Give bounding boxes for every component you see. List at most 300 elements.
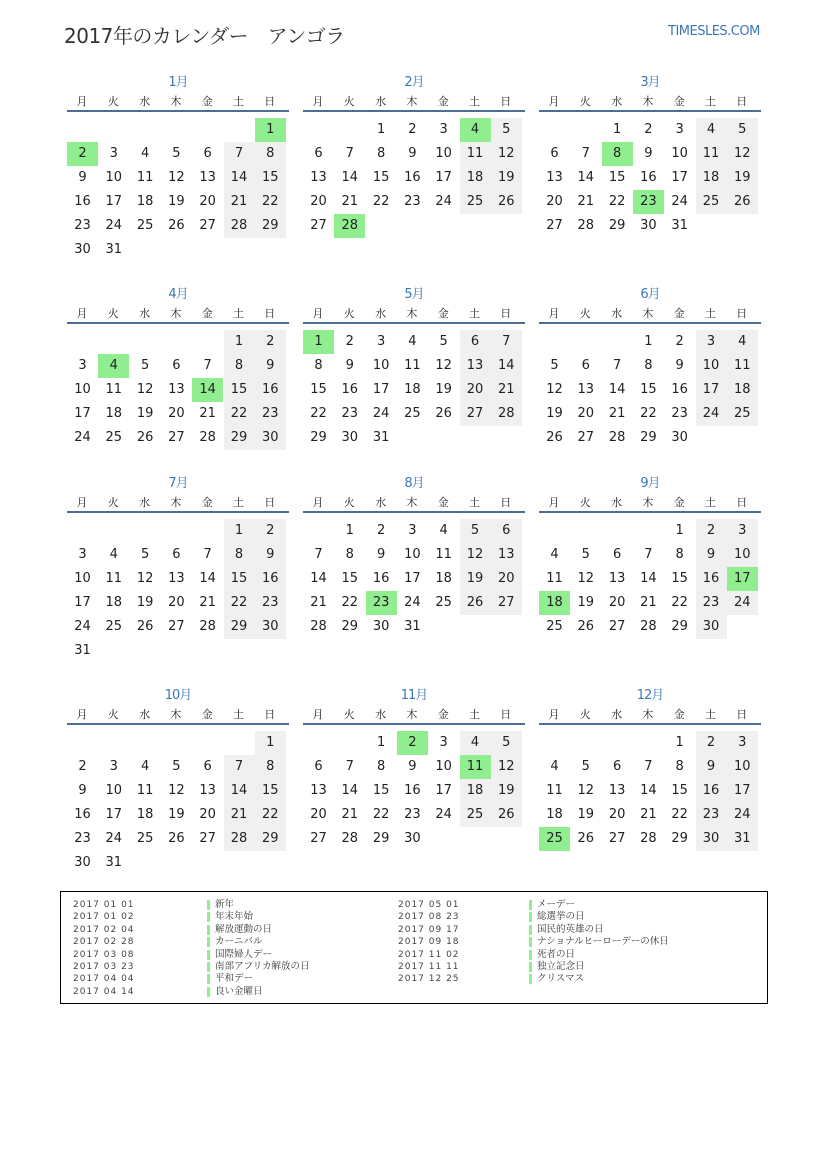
day-cell[interactable]: 30 [372, 619, 390, 634]
day-cell[interactable]: 31 [671, 218, 688, 233]
day-cell[interactable]: 22 [341, 595, 359, 610]
day-cell[interactable]: 29 [372, 831, 390, 846]
day-cell[interactable]: 8 [376, 146, 386, 161]
day-cell[interactable]: 5 [581, 547, 590, 562]
day-cell[interactable]: 8 [376, 759, 386, 774]
day-cell[interactable]: 3 [408, 523, 417, 538]
day-cell[interactable]: 14 [199, 571, 216, 586]
day-cell[interactable]: 25 [136, 831, 154, 846]
day-cell[interactable]: 23 [341, 406, 359, 421]
day-cell[interactable]: 11 [460, 755, 491, 779]
day-cell[interactable]: 5 [491, 731, 522, 755]
day-cell[interactable]: 23 [366, 591, 397, 615]
day-cell[interactable]: 2 [644, 122, 653, 137]
day-cell[interactable]: 6 [581, 358, 590, 373]
day-cell[interactable]: 12 [491, 755, 522, 779]
day-cell[interactable]: 10 [435, 146, 452, 161]
day-cell[interactable]: 20 [577, 406, 595, 421]
day-cell[interactable]: 8 [224, 543, 255, 567]
day-cell[interactable]: 21 [199, 406, 216, 421]
day-cell[interactable]: 11 [546, 571, 563, 586]
day-cell[interactable]: 27 [460, 402, 491, 426]
day-cell[interactable]: 10 [727, 755, 758, 779]
day-cell[interactable]: 4 [109, 547, 118, 562]
day-cell[interactable]: 18 [404, 382, 421, 397]
day-cell[interactable]: 6 [172, 358, 181, 373]
day-cell[interactable]: 8 [602, 142, 633, 166]
day-cell[interactable]: 30 [255, 615, 286, 639]
day-cell[interactable]: 12 [491, 142, 522, 166]
day-cell[interactable]: 1 [675, 735, 684, 750]
day-cell[interactable]: 9 [675, 358, 684, 373]
day-cell[interactable]: 3 [109, 759, 118, 774]
day-cell[interactable]: 11 [546, 783, 563, 798]
day-cell[interactable]: 21 [341, 807, 359, 822]
day-cell[interactable]: 14 [192, 378, 223, 402]
day-cell[interactable]: 12 [546, 382, 563, 397]
day-cell[interactable]: 9 [255, 354, 286, 378]
day-cell[interactable]: 11 [460, 142, 491, 166]
day-cell[interactable]: 14 [491, 354, 522, 378]
day-cell[interactable]: 2 [408, 122, 417, 137]
day-cell[interactable]: 7 [644, 547, 653, 562]
day-cell[interactable]: 30 [341, 430, 359, 445]
day-cell[interactable]: 7 [345, 759, 354, 774]
day-cell[interactable]: 14 [224, 166, 255, 190]
day-cell[interactable]: 5 [460, 519, 491, 543]
day-cell[interactable]: 11 [136, 783, 154, 798]
day-cell[interactable]: 16 [404, 783, 421, 798]
day-cell[interactable]: 24 [105, 218, 123, 233]
day-cell[interactable]: 20 [608, 807, 626, 822]
day-cell[interactable]: 13 [608, 571, 626, 586]
day-cell[interactable]: 20 [460, 378, 491, 402]
day-cell[interactable]: 18 [727, 378, 758, 402]
day-cell[interactable]: 17 [671, 170, 688, 185]
day-cell[interactable]: 29 [671, 831, 688, 846]
day-cell[interactable]: 27 [199, 831, 216, 846]
day-cell[interactable]: 1 [224, 519, 255, 543]
day-cell[interactable]: 24 [105, 831, 123, 846]
day-cell[interactable]: 16 [74, 807, 91, 822]
day-cell[interactable]: 6 [612, 759, 622, 774]
day-cell[interactable]: 5 [581, 759, 590, 774]
day-cell[interactable]: 22 [671, 595, 688, 610]
day-cell[interactable]: 3 [376, 334, 386, 349]
day-cell[interactable]: 4 [550, 759, 559, 774]
day-cell[interactable]: 21 [640, 595, 657, 610]
day-cell[interactable]: 30 [696, 827, 727, 851]
day-cell[interactable]: 23 [633, 190, 664, 214]
day-cell[interactable]: 13 [310, 170, 327, 185]
day-cell[interactable]: 16 [696, 779, 727, 803]
day-cell[interactable]: 5 [172, 146, 181, 161]
day-cell[interactable]: 20 [310, 194, 327, 209]
day-cell[interactable]: 25 [435, 595, 452, 610]
day-cell[interactable]: 17 [372, 382, 390, 397]
day-cell[interactable]: 18 [696, 166, 727, 190]
day-cell[interactable]: 10 [727, 543, 758, 567]
day-cell[interactable]: 13 [199, 170, 216, 185]
day-cell[interactable]: 22 [640, 406, 657, 421]
day-cell[interactable]: 26 [435, 406, 452, 421]
day-cell[interactable]: 9 [408, 146, 417, 161]
day-cell[interactable]: 14 [341, 170, 359, 185]
day-cell[interactable]: 15 [224, 378, 255, 402]
day-cell[interactable]: 17 [727, 567, 758, 591]
day-cell[interactable]: 2 [78, 759, 87, 774]
day-cell[interactable]: 4 [98, 354, 129, 378]
day-cell[interactable]: 29 [640, 430, 657, 445]
day-cell[interactable]: 26 [168, 831, 185, 846]
day-cell[interactable]: 24 [435, 807, 452, 822]
day-cell[interactable]: 15 [255, 166, 286, 190]
day-cell[interactable]: 18 [546, 807, 563, 822]
day-cell[interactable]: 7 [345, 146, 354, 161]
day-cell[interactable]: 7 [224, 142, 255, 166]
day-cell[interactable]: 12 [577, 571, 595, 586]
day-cell[interactable]: 18 [460, 166, 491, 190]
day-cell[interactable]: 29 [341, 619, 359, 634]
day-cell[interactable]: 19 [727, 166, 758, 190]
day-cell[interactable]: 7 [612, 358, 622, 373]
day-cell[interactable]: 11 [136, 170, 154, 185]
day-cell[interactable]: 5 [140, 547, 150, 562]
day-cell[interactable]: 25 [460, 190, 491, 214]
day-cell[interactable]: 16 [341, 382, 359, 397]
day-cell[interactable]: 23 [696, 591, 727, 615]
day-cell[interactable]: 16 [255, 378, 286, 402]
day-cell[interactable]: 21 [640, 807, 657, 822]
day-cell[interactable]: 5 [491, 118, 522, 142]
day-cell[interactable]: 25 [105, 619, 123, 634]
day-cell[interactable]: 14 [310, 571, 327, 586]
day-cell[interactable]: 24 [404, 595, 421, 610]
day-cell[interactable]: 14 [640, 571, 657, 586]
day-cell[interactable]: 19 [168, 194, 185, 209]
day-cell[interactable]: 9 [345, 358, 354, 373]
day-cell[interactable]: 24 [727, 803, 758, 827]
day-cell[interactable]: 17 [727, 779, 758, 803]
day-cell[interactable]: 27 [546, 218, 563, 233]
day-cell[interactable]: 22 [224, 591, 255, 615]
day-cell[interactable]: 19 [491, 779, 522, 803]
day-cell[interactable]: 6 [460, 330, 491, 354]
day-cell[interactable]: 19 [460, 567, 491, 591]
day-cell[interactable]: 3 [439, 122, 448, 137]
day-cell[interactable]: 2 [255, 330, 286, 354]
day-cell[interactable]: 22 [608, 194, 626, 209]
day-cell[interactable]: 28 [640, 619, 657, 634]
day-cell[interactable]: 7 [581, 146, 590, 161]
day-cell[interactable]: 29 [671, 619, 688, 634]
day-cell[interactable]: 10 [74, 571, 91, 586]
day-cell[interactable]: 30 [74, 855, 91, 870]
day-cell[interactable]: 6 [491, 519, 522, 543]
day-cell[interactable]: 22 [372, 807, 390, 822]
day-cell[interactable]: 3 [727, 731, 758, 755]
day-cell[interactable]: 20 [310, 807, 327, 822]
day-cell[interactable]: 26 [168, 218, 185, 233]
day-cell[interactable]: 21 [224, 803, 255, 827]
day-cell[interactable]: 21 [199, 595, 216, 610]
day-cell[interactable]: 31 [105, 855, 123, 870]
day-cell[interactable]: 24 [74, 619, 91, 634]
day-cell[interactable]: 17 [74, 595, 91, 610]
day-cell[interactable]: 2 [255, 519, 286, 543]
day-cell[interactable]: 1 [644, 334, 653, 349]
day-cell[interactable]: 12 [168, 783, 185, 798]
day-cell[interactable]: 15 [372, 170, 390, 185]
day-cell[interactable]: 5 [550, 358, 559, 373]
day-cell[interactable]: 9 [696, 755, 727, 779]
day-cell[interactable]: 6 [172, 547, 181, 562]
day-cell[interactable]: 21 [577, 194, 595, 209]
day-cell[interactable]: 27 [608, 619, 626, 634]
day-cell[interactable]: 24 [671, 194, 688, 209]
day-cell[interactable]: 1 [612, 122, 622, 137]
day-cell[interactable]: 25 [105, 430, 123, 445]
day-cell[interactable]: 29 [608, 218, 626, 233]
day-cell[interactable]: 4 [727, 330, 758, 354]
day-cell[interactable]: 17 [404, 571, 421, 586]
day-cell[interactable]: 12 [136, 382, 154, 397]
day-cell[interactable]: 28 [341, 831, 359, 846]
day-cell[interactable]: 2 [696, 731, 727, 755]
day-cell[interactable]: 3 [78, 358, 87, 373]
day-cell[interactable]: 25 [727, 402, 758, 426]
day-cell[interactable]: 15 [341, 571, 359, 586]
day-cell[interactable]: 13 [577, 382, 595, 397]
day-cell[interactable]: 25 [539, 827, 570, 851]
day-cell[interactable]: 19 [136, 406, 154, 421]
day-cell[interactable]: 10 [105, 170, 123, 185]
day-cell[interactable]: 10 [404, 547, 421, 562]
day-cell[interactable]: 19 [577, 807, 595, 822]
day-cell[interactable]: 28 [640, 831, 657, 846]
day-cell[interactable]: 21 [608, 406, 626, 421]
day-cell[interactable]: 31 [74, 643, 91, 658]
day-cell[interactable]: 3 [439, 735, 448, 750]
day-cell[interactable]: 4 [550, 547, 559, 562]
day-cell[interactable]: 1 [675, 523, 684, 538]
day-cell[interactable]: 17 [105, 194, 123, 209]
day-cell[interactable]: 17 [105, 807, 123, 822]
day-cell[interactable]: 25 [404, 406, 421, 421]
day-cell[interactable]: 22 [255, 190, 286, 214]
day-cell[interactable]: 30 [671, 430, 688, 445]
day-cell[interactable]: 20 [168, 406, 185, 421]
day-cell[interactable]: 31 [404, 619, 421, 634]
day-cell[interactable]: 1 [376, 122, 386, 137]
day-cell[interactable]: 15 [310, 382, 327, 397]
day-cell[interactable]: 3 [696, 330, 727, 354]
day-cell[interactable]: 17 [435, 783, 452, 798]
day-cell[interactable]: 27 [168, 619, 185, 634]
day-cell[interactable]: 21 [491, 378, 522, 402]
day-cell[interactable]: 27 [577, 430, 595, 445]
day-cell[interactable]: 25 [696, 190, 727, 214]
day-cell[interactable]: 7 [203, 547, 212, 562]
day-cell[interactable]: 24 [696, 402, 727, 426]
day-cell[interactable]: 28 [224, 214, 255, 238]
day-cell[interactable]: 6 [203, 759, 212, 774]
day-cell[interactable]: 24 [435, 194, 452, 209]
day-cell[interactable]: 2 [67, 142, 98, 166]
day-cell[interactable]: 2 [376, 523, 386, 538]
day-cell[interactable]: 6 [203, 146, 212, 161]
day-cell[interactable]: 29 [310, 430, 327, 445]
day-cell[interactable]: 13 [168, 382, 185, 397]
day-cell[interactable]: 17 [435, 170, 452, 185]
day-cell[interactable]: 2 [675, 334, 684, 349]
brand-logo[interactable]: TIMESLES.COM [668, 24, 760, 39]
day-cell[interactable]: 12 [136, 571, 154, 586]
day-cell[interactable]: 4 [439, 523, 448, 538]
day-cell[interactable]: 12 [460, 543, 491, 567]
day-cell[interactable]: 28 [224, 827, 255, 851]
day-cell[interactable]: 8 [644, 358, 653, 373]
day-cell[interactable]: 22 [671, 807, 688, 822]
day-cell[interactable]: 18 [136, 807, 154, 822]
day-cell[interactable]: 30 [640, 218, 657, 233]
day-cell[interactable]: 8 [675, 759, 684, 774]
day-cell[interactable]: 1 [376, 735, 386, 750]
day-cell[interactable]: 11 [105, 382, 123, 397]
day-cell[interactable]: 11 [435, 547, 452, 562]
day-cell[interactable]: 9 [376, 547, 386, 562]
day-cell[interactable]: 14 [608, 382, 626, 397]
day-cell[interactable]: 16 [255, 567, 286, 591]
day-cell[interactable]: 17 [74, 406, 91, 421]
day-cell[interactable]: 26 [727, 190, 758, 214]
day-cell[interactable]: 12 [168, 170, 185, 185]
day-cell[interactable]: 10 [74, 382, 91, 397]
day-cell[interactable]: 9 [696, 543, 727, 567]
day-cell[interactable]: 9 [408, 759, 417, 774]
day-cell[interactable]: 11 [696, 142, 727, 166]
day-cell[interactable]: 27 [199, 218, 216, 233]
day-cell[interactable]: 8 [345, 547, 354, 562]
day-cell[interactable]: 7 [203, 358, 212, 373]
day-cell[interactable]: 16 [671, 382, 688, 397]
day-cell[interactable]: 10 [435, 759, 452, 774]
day-cell[interactable]: 20 [608, 595, 626, 610]
day-cell[interactable]: 18 [105, 595, 123, 610]
day-cell[interactable]: 16 [404, 170, 421, 185]
day-cell[interactable]: 23 [74, 218, 91, 233]
day-cell[interactable]: 23 [255, 591, 286, 615]
day-cell[interactable]: 24 [727, 591, 758, 615]
day-cell[interactable]: 7 [644, 759, 653, 774]
day-cell[interactable]: 6 [314, 146, 323, 161]
day-cell[interactable]: 27 [310, 831, 327, 846]
day-cell[interactable]: 20 [199, 194, 216, 209]
day-cell[interactable]: 26 [491, 190, 522, 214]
day-cell[interactable]: 29 [224, 426, 255, 450]
day-cell[interactable]: 26 [460, 591, 491, 615]
day-cell[interactable]: 18 [105, 406, 123, 421]
day-cell[interactable]: 14 [640, 783, 657, 798]
day-cell[interactable]: 20 [546, 194, 563, 209]
day-cell[interactable]: 25 [546, 619, 563, 634]
day-cell[interactable]: 3 [109, 146, 118, 161]
day-cell[interactable]: 26 [577, 619, 595, 634]
day-cell[interactable]: 1 [255, 731, 286, 755]
day-cell[interactable]: 8 [224, 354, 255, 378]
day-cell[interactable]: 7 [224, 755, 255, 779]
day-cell[interactable]: 27 [168, 430, 185, 445]
day-cell[interactable]: 13 [199, 783, 216, 798]
day-cell[interactable]: 14 [341, 783, 359, 798]
day-cell[interactable]: 1 [255, 118, 286, 142]
day-cell[interactable]: 28 [577, 218, 595, 233]
day-cell[interactable]: 10 [105, 783, 123, 798]
day-cell[interactable]: 4 [140, 146, 150, 161]
day-cell[interactable]: 27 [491, 591, 522, 615]
day-cell[interactable]: 28 [491, 402, 522, 426]
day-cell[interactable]: 6 [612, 547, 622, 562]
day-cell[interactable]: 12 [435, 358, 452, 373]
day-cell[interactable]: 18 [460, 779, 491, 803]
day-cell[interactable]: 8 [675, 547, 684, 562]
day-cell[interactable]: 4 [460, 731, 491, 755]
day-cell[interactable]: 15 [671, 571, 688, 586]
day-cell[interactable]: 11 [727, 354, 758, 378]
day-cell[interactable]: 14 [224, 779, 255, 803]
day-cell[interactable]: 7 [314, 547, 323, 562]
day-cell[interactable]: 1 [303, 330, 334, 354]
day-cell[interactable]: 25 [136, 218, 154, 233]
day-cell[interactable]: 26 [136, 619, 154, 634]
day-cell[interactable]: 9 [255, 543, 286, 567]
day-cell[interactable]: 9 [78, 783, 87, 798]
day-cell[interactable]: 11 [404, 358, 421, 373]
day-cell[interactable]: 4 [408, 334, 417, 349]
day-cell[interactable]: 29 [224, 615, 255, 639]
day-cell[interactable]: 19 [168, 807, 185, 822]
day-cell[interactable]: 22 [310, 406, 327, 421]
day-cell[interactable]: 2 [397, 731, 428, 755]
day-cell[interactable]: 20 [168, 595, 185, 610]
day-cell[interactable]: 26 [546, 430, 563, 445]
day-cell[interactable]: 18 [136, 194, 154, 209]
day-cell[interactable]: 27 [608, 831, 626, 846]
day-cell[interactable]: 13 [168, 571, 185, 586]
day-cell[interactable]: 28 [199, 619, 216, 634]
day-cell[interactable]: 31 [727, 827, 758, 851]
day-cell[interactable]: 22 [372, 194, 390, 209]
day-cell[interactable]: 12 [727, 142, 758, 166]
day-cell[interactable]: 8 [255, 142, 286, 166]
day-cell[interactable]: 13 [491, 543, 522, 567]
day-cell[interactable]: 5 [172, 759, 181, 774]
day-cell[interactable]: 26 [577, 831, 595, 846]
day-cell[interactable]: 29 [255, 214, 286, 238]
day-cell[interactable]: 23 [255, 402, 286, 426]
day-cell[interactable]: 15 [671, 783, 688, 798]
day-cell[interactable]: 19 [491, 166, 522, 190]
day-cell[interactable]: 13 [310, 783, 327, 798]
day-cell[interactable]: 30 [696, 615, 727, 639]
day-cell[interactable]: 19 [577, 595, 595, 610]
day-cell[interactable]: 19 [136, 595, 154, 610]
day-cell[interactable]: 31 [105, 242, 123, 257]
day-cell[interactable]: 8 [255, 755, 286, 779]
day-cell[interactable]: 15 [640, 382, 657, 397]
day-cell[interactable]: 22 [224, 402, 255, 426]
day-cell[interactable]: 6 [550, 146, 559, 161]
